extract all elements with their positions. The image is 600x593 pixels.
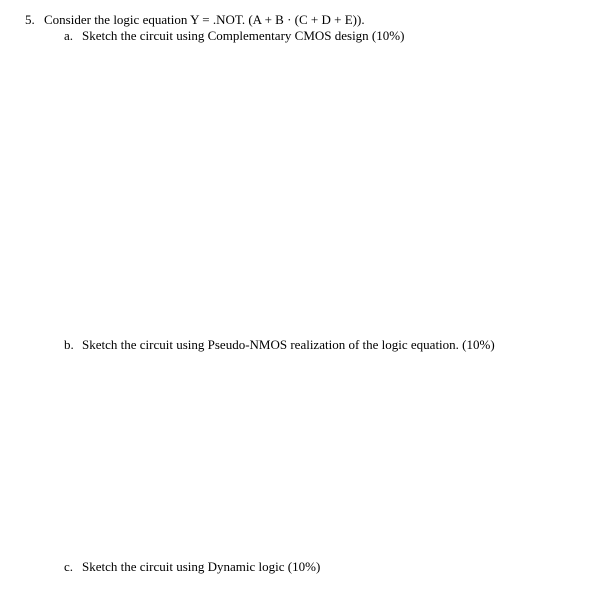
part-c-label: c.	[64, 559, 74, 574]
part-b-text: Sketch the circuit using Pseudo-NMOS realization of the logic equation. (10%)	[82, 337, 495, 352]
part-a	[64, 29, 404, 42]
question-5	[25, 13, 365, 26]
part-a-label: a.	[64, 28, 74, 43]
part-c	[64, 560, 320, 573]
part-c-text: Sketch the circuit using Dynamic logic (10%)	[82, 559, 321, 574]
question-number: 5.	[25, 12, 35, 27]
part-b	[64, 338, 495, 351]
part-b-label: b.	[64, 337, 74, 352]
question-text: Consider the logic equation Y = .NOT. (A + B · (C + D + E)).	[44, 12, 365, 27]
part-a-text: Sketch the circuit using Complementary CMOS design (10%)	[82, 28, 405, 43]
